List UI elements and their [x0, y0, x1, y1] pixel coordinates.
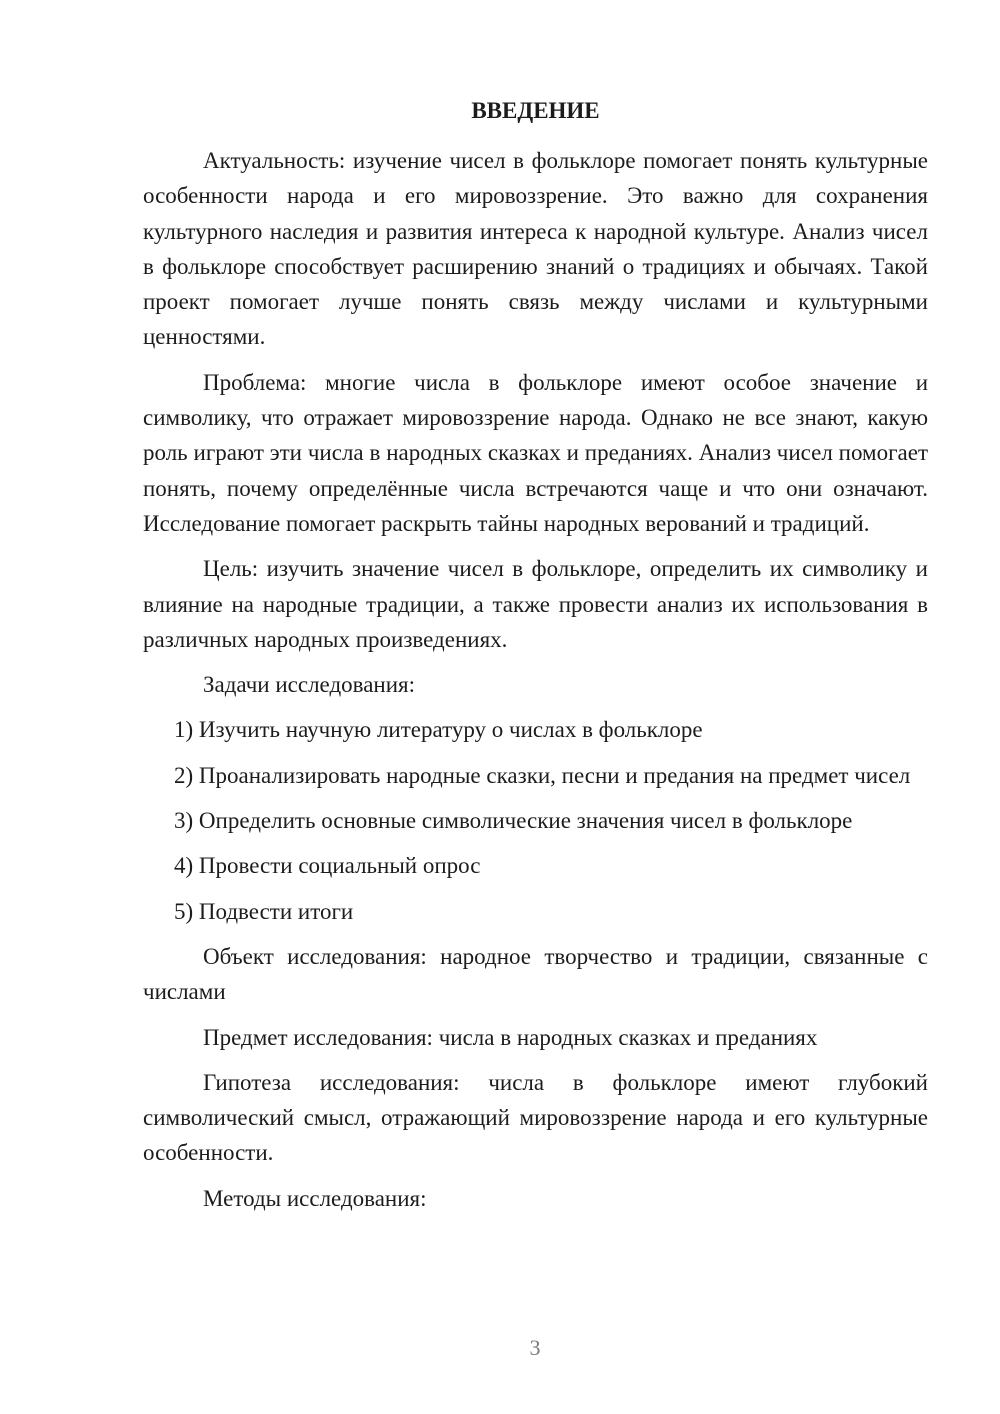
task-item-1: 1) Изучить научную литературу о числах в фольклоре	[174, 717, 703, 743]
page-number: 3	[529, 1335, 541, 1360]
page-title: ВВЕДЕНИЕ	[471, 98, 600, 123]
object-paragraph: Объект исследования: народное творчество и традиции, связанные с числами	[143, 943, 928, 1005]
goal-paragraph: Цель: изучить значение чисел в фольклоре, определить их символику и влияние на народные традиции, а также провести анализ их использования в различных народных произведениях.	[143, 556, 928, 652]
document-body	[143, 143, 928, 1226]
problem-paragraph: Проблема: многие числа в фольклоре имеют особое значение и символику, что отражает мировоззрение народа. Однако не все знают, какую роль играют эти числа в народных сказках и преданиях. Анализ чисел помогает понять, почему определённые числа встречаются чаще и что они означают. Исследование помогает раскрыть тайны народных верований и традиций.	[143, 369, 928, 536]
relevance-paragraph: Актуальность: изучение чисел в фольклоре помогает понять культурные особенности народа и его мировоззрение. Это важно для сохранения культурного наследия и развития интереса к народной культуре. Анализ чисел в фольклоре способствует расширению знаний о традициях и обычаях. Такой проект помогает лучше понять связь между числами и культурными ценностями.	[143, 148, 928, 350]
methods-heading: Методы исследования:	[203, 1185, 427, 1211]
subject-paragraph: Предмет исследования: числа в народных сказках и преданиях	[203, 1024, 818, 1050]
hypothesis-paragraph: Гипотеза исследования: числа в фольклоре имеют глубокий символический смысл, отражающий мировоззрение народа и его культурные особенности.	[143, 1069, 928, 1166]
task-item-2: 2) Проанализировать народные сказки, песни и предания на предмет чисел	[174, 762, 911, 788]
task-item-5: 5) Подвести итоги	[174, 898, 354, 924]
task-item-3: 3) Определить основные символические значения чисел в фольклоре	[174, 808, 853, 834]
tasks-heading: Задачи исследования:	[203, 672, 416, 698]
task-item-4: 4) Провести социальный опрос	[174, 853, 481, 879]
